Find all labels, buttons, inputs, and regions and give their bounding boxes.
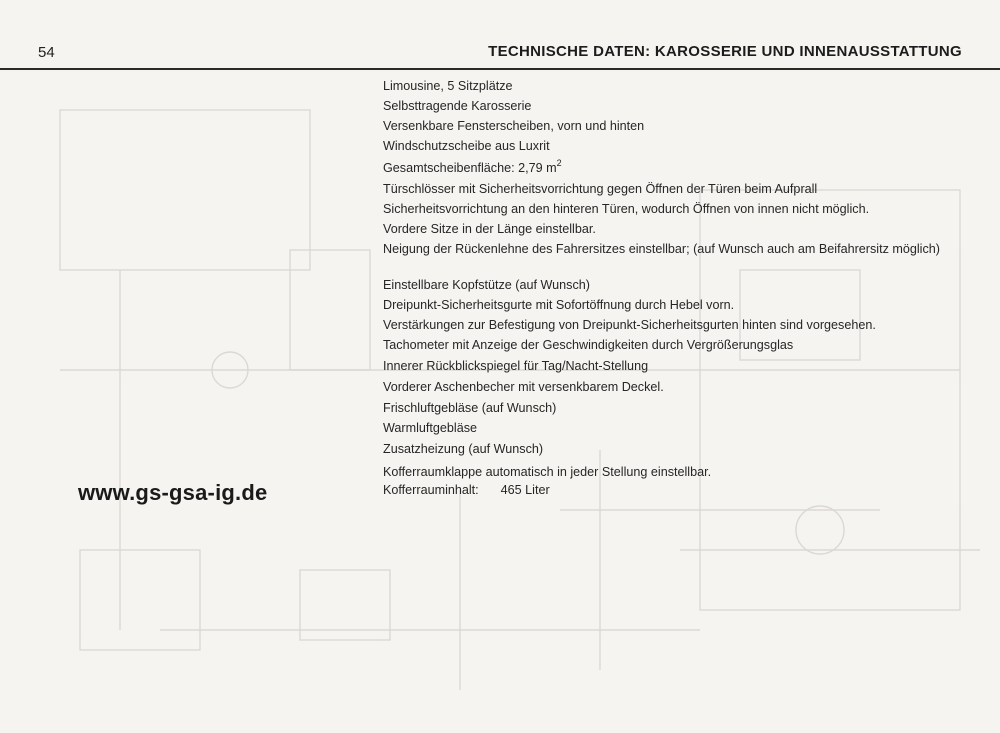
spec-item: Kofferrauminhalt: 465 Liter	[383, 483, 550, 497]
area-exponent: 2	[556, 158, 562, 168]
spec-item: Selbsttragende Karosserie	[383, 99, 532, 113]
spec-item: Frischluftgebläse (auf Wunsch)	[383, 401, 557, 415]
trunk-volume-value: 465 Liter	[500, 483, 550, 497]
spec-item: Zusatzheizung (auf Wunsch)	[383, 442, 544, 456]
spec-item: Versenkbare Fensterscheiben, vorn und hinten	[383, 119, 645, 133]
spec-item: Sicherheitsvorrichtung an den hinteren Türen, wodurch Öffnen von innen nicht möglich.	[383, 202, 870, 216]
spec-item: Tachometer mit Anzeige der Geschwindigkeiten durch Vergrößerungsglas	[383, 338, 794, 352]
page-number: 54	[38, 44, 55, 61]
spec-item: Limousine, 5 Sitzplätze	[383, 79, 513, 93]
spec-item: Neigung der Rückenlehne des Fahrersitzes einstellbar; (auf Wunsch auch am Beifahrersitz möglich)	[383, 242, 940, 256]
spec-item: Warmluftgebläse	[383, 421, 478, 435]
spec-item: Verstärkungen zur Befestigung von Dreipunkt-Sicherheitsgurten hinten sind vorgesehen.	[383, 318, 876, 332]
spec-item: Kofferraumklappe automatisch in jeder Stellung einstellbar.	[383, 465, 712, 479]
spec-item: Vordere Sitze in der Länge einstellbar.	[383, 222, 596, 236]
website-watermark: www.gs-gsa-ig.de	[78, 480, 268, 505]
spec-item: Türschlösser mit Sicherheitsvorrichtung gegen Öffnen der Türen beim Aufprall	[383, 182, 818, 196]
header-divider	[0, 68, 1000, 70]
spec-item: Gesamtscheibenfläche: 2,79 $m^2$	[383, 158, 562, 175]
spec-item: Vorderer Aschenbecher mit versenkbarem Deckel.	[383, 380, 664, 394]
spec-item: Einstellbare Kopfstütze (auf Wunsch)	[383, 278, 590, 292]
spec-item: Innerer Rückblickspiegel für Tag/Nacht-Stellung	[383, 359, 649, 373]
section-title: TECHNISCHE DATEN: KAROSSERIE UND INNENAUSSTATTUNG	[488, 43, 962, 60]
spec-item: Windschutzscheibe aus Luxrit	[383, 139, 550, 153]
spec-item: Dreipunkt-Sicherheitsgurte mit Sofortöffnung durch Hebel vorn.	[383, 298, 735, 312]
